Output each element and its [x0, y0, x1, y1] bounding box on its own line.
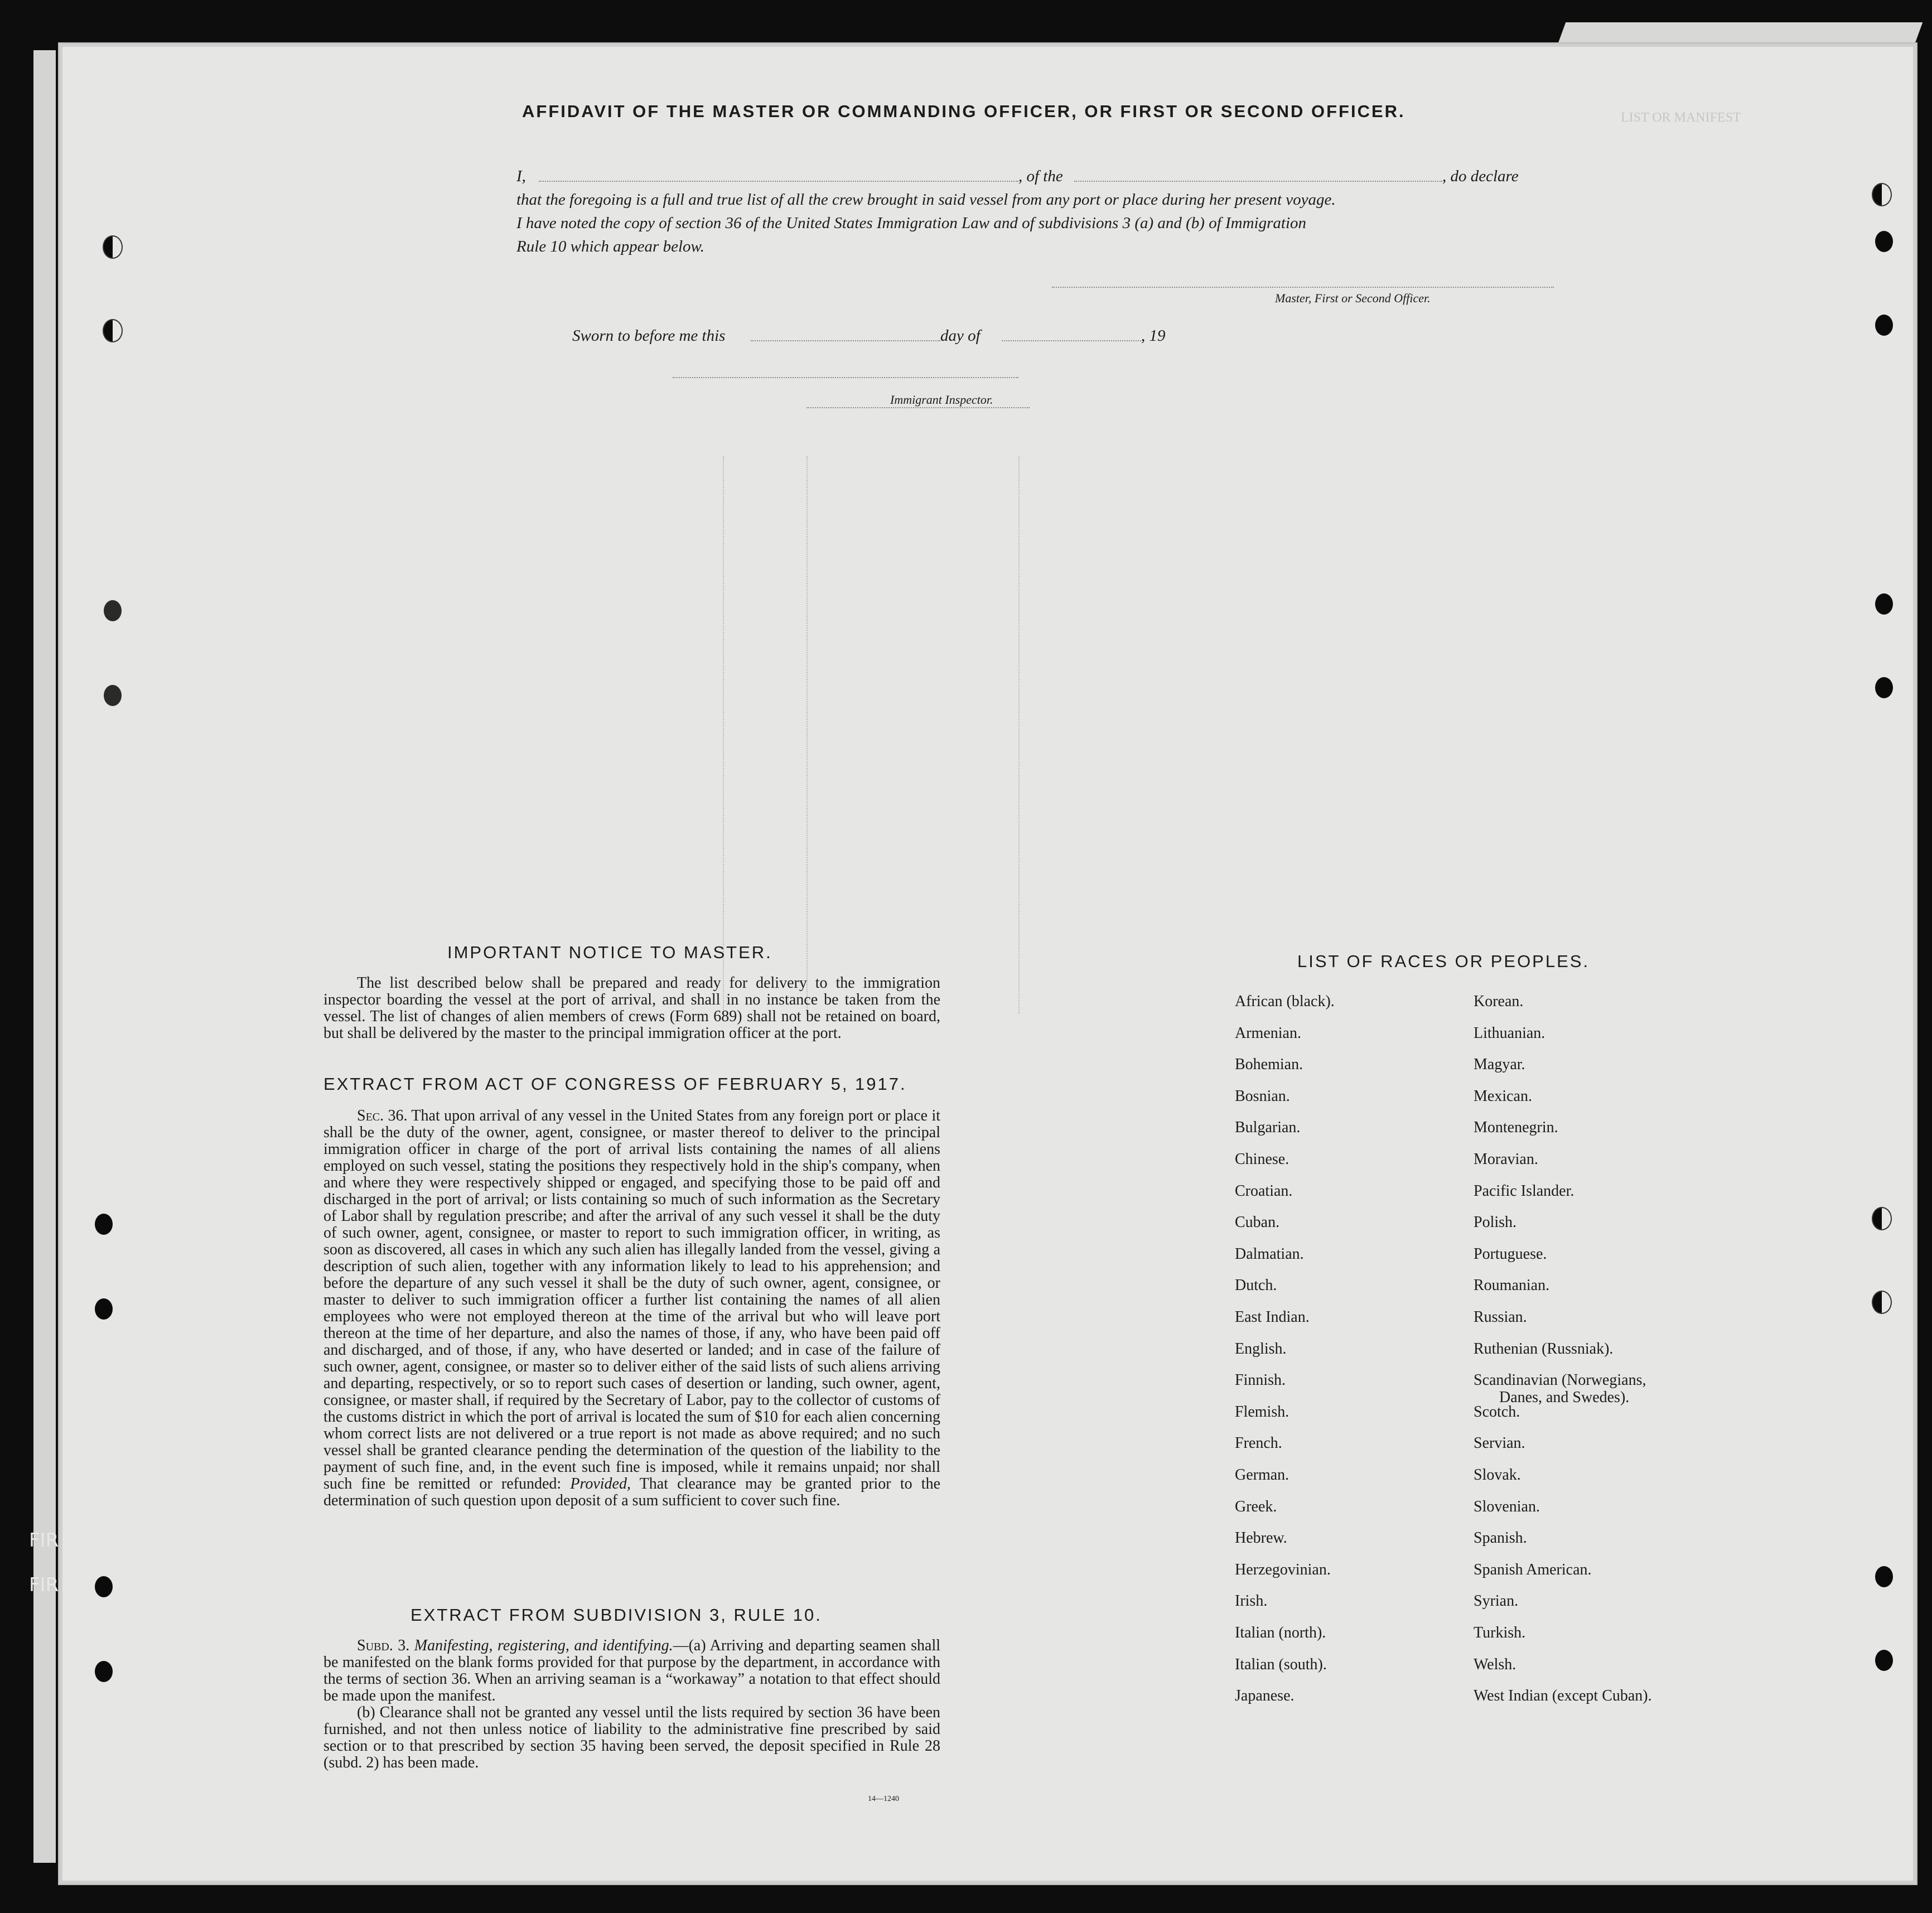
- rule-text: [323, 1637, 940, 1771]
- punch-hole-icon: [103, 319, 123, 342]
- race-item: Magyar.: [1474, 1056, 1525, 1074]
- punch-hole-icon: [1875, 315, 1893, 336]
- year-label: , 19: [1141, 327, 1166, 345]
- name-blank[interactable]: [539, 181, 1018, 182]
- punch-hole-icon: [1875, 231, 1893, 252]
- bleed-through-column-line: [723, 456, 724, 1014]
- race-item: Syrian.: [1474, 1592, 1519, 1610]
- inspector-signature-blank[interactable]: [673, 377, 1018, 378]
- punch-hole-icon: [103, 235, 123, 259]
- race-item: Spanish.: [1474, 1529, 1527, 1547]
- race-item: Mexican.: [1474, 1087, 1532, 1105]
- day-blank[interactable]: [751, 340, 940, 341]
- race-item: Polish.: [1474, 1214, 1517, 1231]
- punch-hole-icon: [1875, 1650, 1893, 1671]
- race-item: Dalmatian.: [1235, 1245, 1304, 1263]
- race-item: Hebrew.: [1235, 1529, 1287, 1547]
- day-of-label: day of: [940, 327, 981, 345]
- punch-hole-icon: [95, 1661, 113, 1682]
- race-item: Croatian.: [1235, 1182, 1293, 1200]
- race-item: Scandinavian (Norwegians,: [1474, 1371, 1646, 1389]
- race-item: Bulgarian.: [1235, 1119, 1301, 1137]
- margin-note: FIR: [29, 1574, 59, 1596]
- notice-title: IMPORTANT NOTICE TO MASTER.: [447, 943, 772, 962]
- inspector-label: Immigrant Inspector.: [890, 393, 993, 407]
- signature-blank[interactable]: [1052, 287, 1554, 288]
- signature-label: Master, First or Second Officer.: [1275, 291, 1431, 305]
- race-item: English.: [1235, 1340, 1287, 1358]
- race-item: Russian.: [1474, 1308, 1527, 1326]
- race-item: Moravian.: [1474, 1151, 1538, 1168]
- race-scandinavian-continuation: Danes, and Swedes).: [1499, 1389, 1630, 1406]
- affidavit-title: AFFIDAVIT OF THE MASTER OR COMMANDING OFFICER, OR FIRST OR SECOND OFFICER.: [522, 102, 1405, 121]
- act-sec-label: Sec. 36.: [357, 1107, 408, 1124]
- inspector-blank[interactable]: [806, 407, 1030, 408]
- punch-hole-icon: [95, 1214, 113, 1235]
- race-item: Welsh.: [1474, 1655, 1516, 1673]
- race-item: Italian (north).: [1235, 1624, 1326, 1641]
- race-item: Flemish.: [1235, 1403, 1289, 1421]
- race-item: Ruthenian (Russniak).: [1474, 1340, 1614, 1358]
- races-title: LIST OF RACES OR PEOPLES.: [1297, 951, 1590, 971]
- race-item: Slovenian.: [1474, 1497, 1540, 1515]
- race-item: Bosnian.: [1235, 1087, 1290, 1105]
- race-item: African (black).: [1235, 993, 1335, 1010]
- margin-note: FIR: [29, 1529, 59, 1552]
- race-item: Herzegovinian.: [1235, 1561, 1331, 1578]
- punch-hole-icon: [1872, 183, 1892, 206]
- bleed-through-column-line: [806, 456, 808, 1014]
- race-item: Slovak.: [1474, 1466, 1521, 1484]
- bleed-through-text: LIST OR MANIFEST: [1621, 110, 1741, 125]
- race-item: Irish.: [1235, 1592, 1268, 1610]
- affidavit-declare: , do declare: [1442, 167, 1519, 185]
- race-item: Chinese.: [1235, 1151, 1289, 1168]
- race-item: Cuban.: [1235, 1214, 1280, 1231]
- punch-hole-icon: [104, 685, 122, 706]
- notice-text: [323, 975, 940, 1042]
- act-body-end: That clearance may be granted prior to the determination of such question upon deposit of a sum sufficient to cover such fine.: [323, 1475, 940, 1509]
- affidavit-of-the: , of the: [1018, 167, 1063, 185]
- punch-hole-icon: [95, 1298, 113, 1320]
- sworn-label: Sworn to before me this: [572, 327, 726, 345]
- race-item: Japanese.: [1235, 1687, 1295, 1705]
- rule-b-text: (b) Clearance shall not be granted any vessel until the lists required by section 36 have been furnished, and not then unless notice of liability to the administrative fine prescribed by said section or to that prescribed by section 35 having been served, the deposit specified in Rule 28 (subd. 2) has been made.: [323, 1704, 940, 1771]
- race-item: Servian.: [1474, 1434, 1525, 1452]
- document-page: [58, 42, 1917, 1885]
- act-text: [323, 1108, 940, 1509]
- act-title: EXTRACT FROM ACT OF CONGRESS OF FEBRUARY 5, 1917.: [323, 1074, 907, 1094]
- race-item: Italian (south).: [1235, 1655, 1327, 1673]
- race-item: Lithuanian.: [1474, 1024, 1545, 1042]
- notice-paragraph: The list described below shall be prepared and ready for delivery to the immigration inspector boarding the vessel at the port of arrival, and shall in no instance be taken from the vessel. The list of changes of alien members of crews (Form 689) shall not be retained on board, but shall be delivered by the master to the principal immigration officer at the port.: [323, 974, 940, 1042]
- rule-a-text: —(a) Arriving and departing seamen shall be manifested on the blank forms provided for that purpose by the department, in accordance with the terms of section 36. When an arriving seaman is a “workaway” a notation to that effect should be made upon the manifest.: [323, 1637, 940, 1704]
- race-item: Finnish.: [1235, 1371, 1286, 1389]
- affidavit-line-4: Rule 10 which appear below.: [516, 238, 704, 255]
- punch-hole-icon: [104, 600, 122, 621]
- race-item: Montenegrin.: [1474, 1119, 1558, 1137]
- punch-hole-icon: [95, 1576, 113, 1597]
- race-item: Roumanian.: [1474, 1277, 1550, 1294]
- act-body: That upon arrival of any vessel in the United States from any foreign port or place it shall be the duty of the owner, agent, consignee, or master thereof to deliver to the principal immigration officer in charge of the port of arrival lists containing the names of all aliens employed on such vessel, stating the positions they respectively hold in the ship's company, when and where they were respectively shipped or engaged, and specifying those to be paid off and discharged in the port of arrival; or lists containing so much of such information as the Secretary of Labor shall by regulation prescribe; and after the arrival of any such vessel it shall be the duty of such owner, agent, consignee, or master to report to such immigration officer, in writing, as soon as discovered, all cases in which any such alien has illegally landed from the vessel, giving a description of such alien, together with any information likely to lead to his apprehension; and before the departure of any such vessel it shall be the duty of such owner, agent, consignee, or master to deliver to such immigration officer a further list containing the names of all alien employees who were not employed thereon at the time of the arrival but who will leave port thereon at the time of her departure, and also the names of those, if any, who have been paid off and discharged, and of those, if any, who have deserted or landed; and in case of the failure of such owner, agent, consignee, or master so to deliver either of the said lists of such aliens arriving and departing, respectively, or so to report such cases of desertion or landing, such owner, agent, consignee, or master shall, if required by the Secretary of Labor, pay to the collector of customs of the customs district in which the port of arrival is located the sum of $10 for each alien concerning whom correct lists are not delivered or a true report is not made as above required; and no such vessel shall be granted clearance pending the determination of the question of the liability to the payment of such fine, and, in the event such fine is imposed, while it remains unpaid; nor shall such fine be remitted or refunded:: [323, 1107, 941, 1492]
- punch-hole-icon: [1875, 677, 1893, 698]
- race-item: Korean.: [1474, 993, 1524, 1010]
- vessel-blank[interactable]: [1074, 181, 1442, 182]
- bleed-through-column-line: [1018, 456, 1020, 1014]
- rule-subd-label: Subd. 3.: [357, 1637, 410, 1654]
- race-item: Spanish American.: [1474, 1561, 1592, 1578]
- rule-subd-heading: Manifesting, registering, and identifying.: [414, 1637, 673, 1654]
- race-item: East Indian.: [1235, 1308, 1310, 1326]
- race-item: Portuguese.: [1474, 1245, 1547, 1263]
- punch-hole-icon: [1875, 593, 1893, 615]
- form-number: 14—1240: [868, 1795, 899, 1803]
- race-item: Turkish.: [1474, 1624, 1526, 1641]
- punch-hole-icon: [1872, 1291, 1892, 1314]
- affidavit-i: I,: [516, 167, 526, 185]
- race-item: Scotch.: [1474, 1403, 1520, 1421]
- rule-title: EXTRACT FROM SUBDIVISION 3, RULE 10.: [410, 1605, 822, 1625]
- race-item: German.: [1235, 1466, 1289, 1484]
- act-provided: Provided,: [570, 1475, 631, 1492]
- under-sheet-top-edge: [1558, 22, 1923, 45]
- race-item: Pacific Islander.: [1474, 1182, 1574, 1200]
- race-item: West Indian (except Cuban).: [1474, 1687, 1652, 1705]
- month-blank[interactable]: [1002, 340, 1141, 341]
- race-item: Dutch.: [1235, 1277, 1277, 1294]
- affidavit-line-3: I have noted the copy of section 36 of the United States Immigration Law and of subdivisions 3 (a) and (b) of Immigration: [516, 214, 1307, 232]
- race-item: Greek.: [1235, 1497, 1277, 1515]
- race-item: French.: [1235, 1434, 1282, 1452]
- punch-hole-icon: [1875, 1566, 1893, 1587]
- race-item: Armenian.: [1235, 1024, 1301, 1042]
- punch-hole-icon: [1872, 1207, 1892, 1230]
- affidavit-line-2: that the foregoing is a full and true list of all the crew brought in said vessel from any port or place during her present voyage.: [516, 191, 1336, 209]
- race-item: Bohemian.: [1235, 1056, 1303, 1074]
